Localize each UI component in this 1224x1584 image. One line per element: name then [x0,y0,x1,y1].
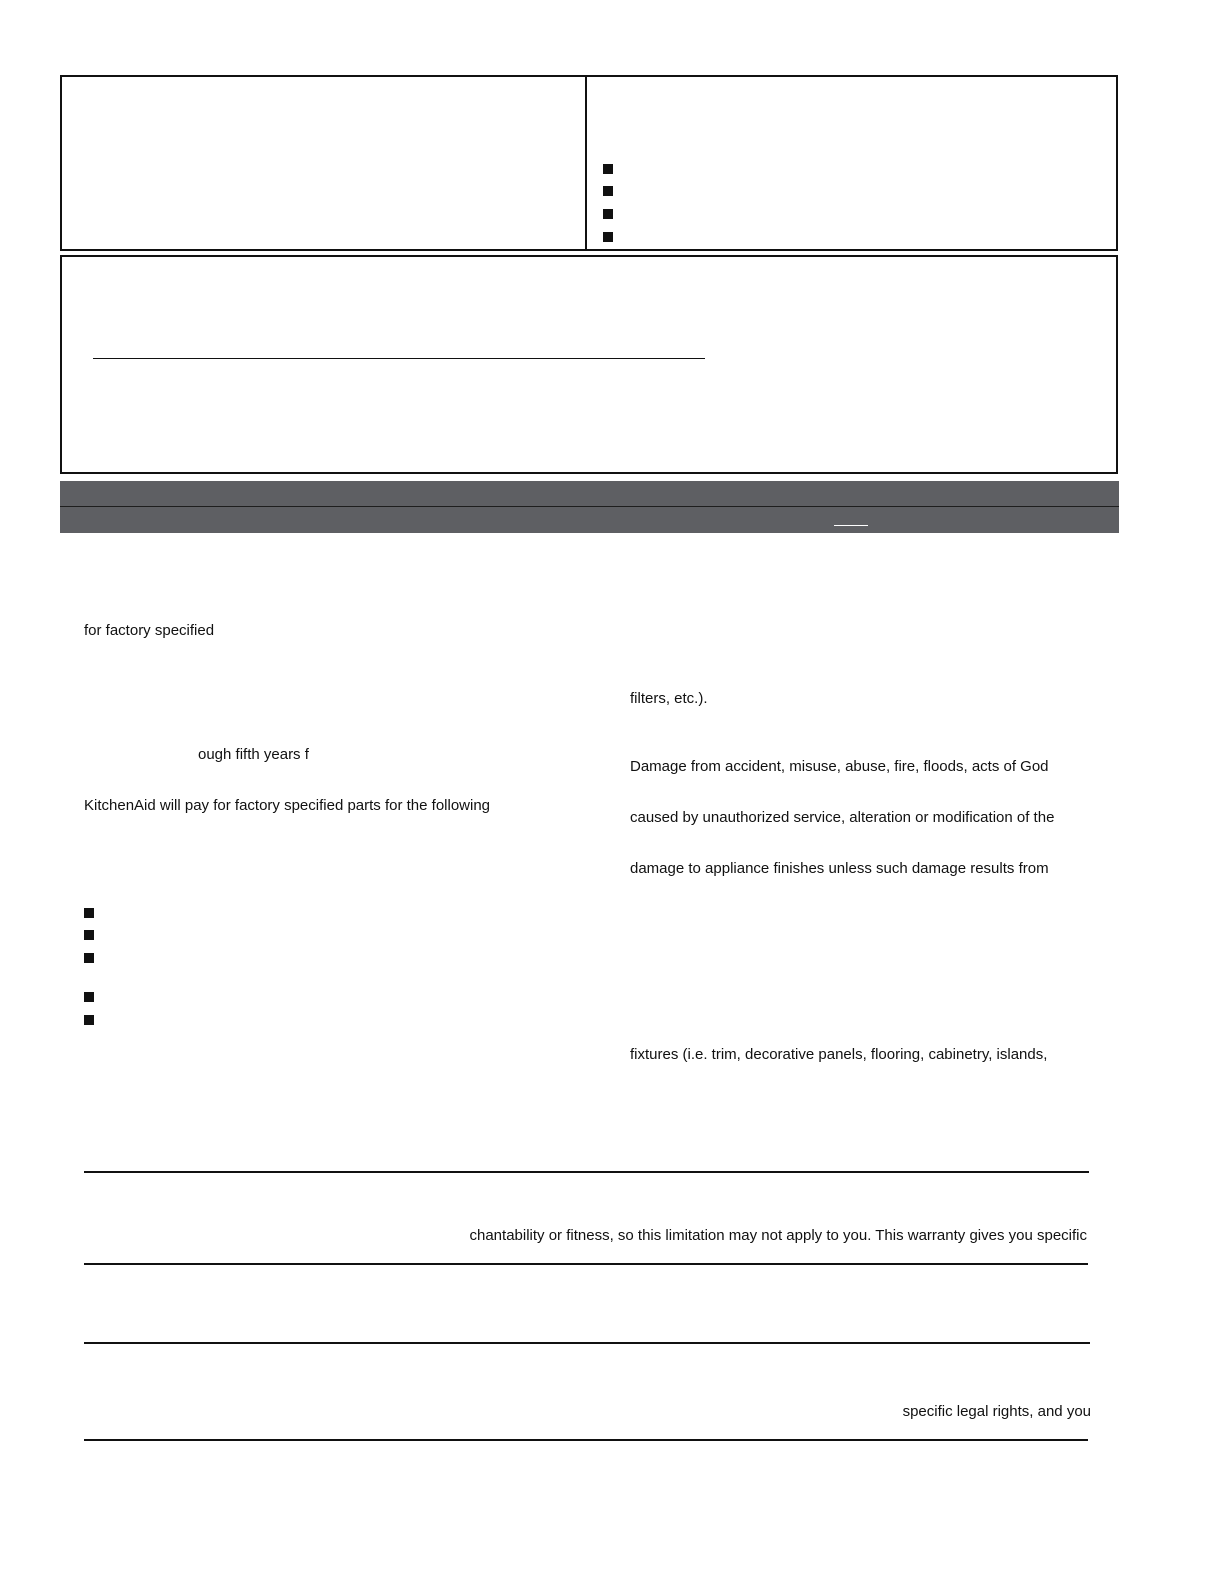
bullet-icon [603,164,613,174]
right-text-line: fixtures (i.e. trim, decorative panels, flooring, cabinetry, islands, [630,1046,1048,1063]
bullet-icon [84,953,94,963]
disclaimer-rule-bottom [84,1439,1088,1441]
disclaimer-rule-top [84,1171,1089,1173]
left-text-line: KitchenAid will pay for factory specified parts for the following [84,797,491,814]
disclaimer-rule [84,1342,1090,1344]
disclaimer-rule [84,1263,1088,1265]
bullet-icon [603,186,613,196]
left-text-line: ough fifth years f [198,746,309,763]
right-text-line: damage to appliance finishes unless such damage results from [630,860,1049,877]
right-text-line: caused by unauthorized service, alteration or modification of the [630,809,1055,826]
bullet-icon [603,209,613,219]
bullet-icon [84,930,94,940]
signature-line [93,358,705,359]
disclaimer-text: specific legal rights, and you [902,1403,1091,1420]
top-box-divider [585,76,587,250]
bullet-icon [84,992,94,1002]
section-header-band [60,481,1119,533]
disclaimer-text: chantability or fitness, so this limitation may not apply to you. This warranty gives you specific [469,1227,1087,1244]
bullet-icon [84,1015,94,1025]
right-text-line: Damage from accident, misuse, abuse, fire, floods, acts of God [630,758,1049,775]
bullet-icon [84,908,94,918]
left-text-line: for factory specified [84,622,215,639]
right-text-line: filters, etc.). [630,690,708,707]
info-box [60,255,1118,474]
bullet-icon [603,232,613,242]
header-band-divider [60,506,1119,507]
header-band-underline [834,525,868,526]
top-info-box [60,75,1118,251]
